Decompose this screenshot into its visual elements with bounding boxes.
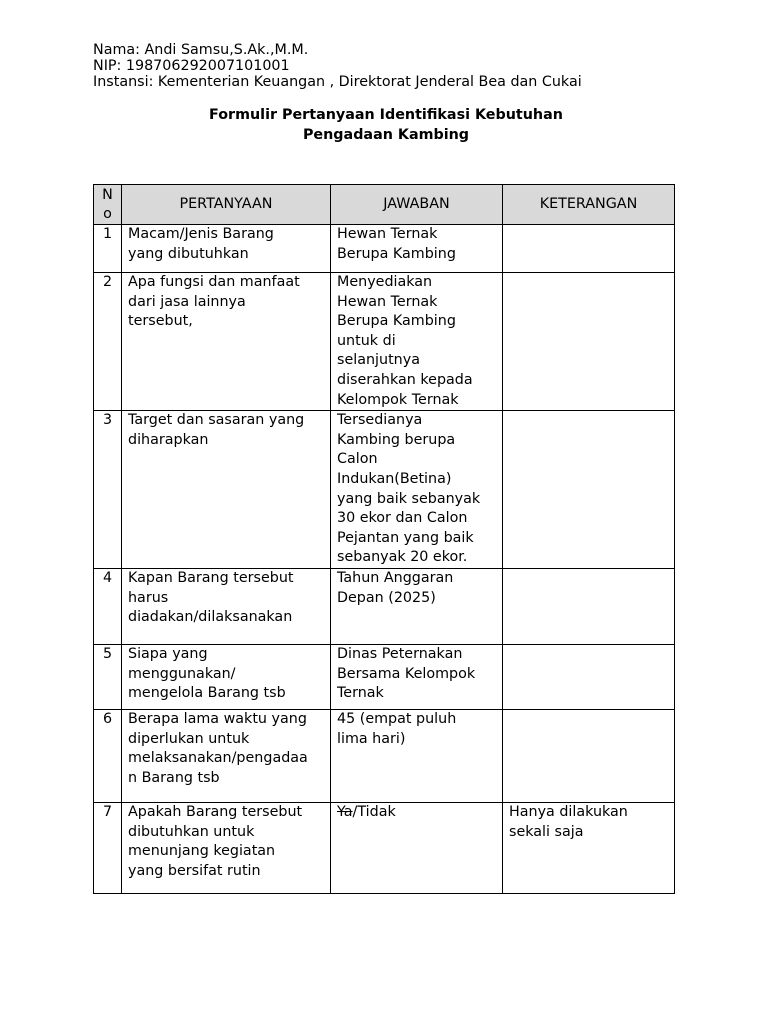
- table-row: [94, 802, 675, 893]
- header-jawaban: JAWABAN: [331, 185, 503, 225]
- institution-line: Instansi: Kementerian Keuangan , Direktorat Jenderal Bea dan Cukai: [93, 74, 582, 90]
- table-row: [94, 273, 675, 411]
- answer-cell: Dinas Peternakan Bersama Kelompok Ternak: [331, 644, 503, 709]
- note-cell: [503, 644, 675, 709]
- table-row: [94, 225, 675, 273]
- form-title-line-2: Pengadaan Kambing: [302, 127, 470, 143]
- note-cell: [503, 568, 675, 644]
- answer-cell: Tahun Anggaran Depan (2025): [331, 568, 503, 644]
- row-number: 4: [94, 568, 122, 644]
- table-row: [94, 644, 675, 709]
- note-cell: Hanya dilakukan sekali saja: [503, 802, 675, 893]
- row-number: 5: [94, 644, 122, 709]
- selected-option: /Tidak: [352, 803, 396, 820]
- row-number: 3: [94, 411, 122, 569]
- row-number: 7: [94, 802, 122, 893]
- answer-cell: Menyediakan Hewan Ternak Berupa Kambing untuk di selanjutnya diserahkan kepada Kelompok Ternak: [331, 273, 503, 411]
- row-number: 6: [94, 709, 122, 802]
- row-number: 1: [94, 225, 122, 273]
- note-cell: [503, 273, 675, 411]
- table-row: [94, 411, 675, 569]
- name-line: Nama: Andi Samsu,S.Ak.,M.M.: [93, 42, 309, 58]
- answer-cell: Tersedianya Kambing berupa Calon Indukan(Betina) yang baik sebanyak 30 ekor dan Calon Pejantan yang baik sebanyak 20 ekor.: [331, 411, 503, 569]
- note-cell: [503, 225, 675, 273]
- question-cell: Apakah Barang tersebut dibutuhkan untuk menunjang kegiatan yang bersifat rutin: [122, 802, 331, 893]
- question-table: [93, 184, 675, 894]
- answer-cell: Hewan Ternak Berupa Kambing: [331, 225, 503, 273]
- struck-option: Ya: [337, 803, 353, 820]
- answer-cell: 45 (empat puluh lima hari): [331, 709, 503, 802]
- row-number: 2: [94, 273, 122, 411]
- table-row: [94, 568, 675, 644]
- table-row: [94, 709, 675, 802]
- question-cell: Apa fungsi dan manfaat dari jasa lainnya tersebut,: [122, 273, 331, 411]
- header-pertanyaan: PERTANYAAN: [122, 185, 331, 225]
- respondent-info: [93, 42, 582, 90]
- note-cell: [503, 709, 675, 802]
- form-title: [0, 105, 768, 145]
- question-cell: Macam/Jenis Barang yang dibutuhkan: [122, 225, 331, 273]
- question-cell: Kapan Barang tersebut harus diadakan/dilaksanakan: [122, 568, 331, 644]
- header-keterangan: KETERANGAN: [503, 185, 675, 225]
- form-title-line-1: Formulir Pertanyaan Identifikasi Kebutuhan: [209, 107, 563, 123]
- table-header-row: [94, 185, 675, 225]
- question-cell: Target dan sasaran yang diharapkan: [122, 411, 331, 569]
- question-cell: Berapa lama waktu yang diperlukan untuk melaksanakan/pengadaa n Barang tsb: [122, 709, 331, 802]
- header-no: N o: [94, 185, 122, 225]
- note-cell: [503, 411, 675, 569]
- nip-line: NIP: 198706292007101001: [93, 58, 290, 74]
- answer-cell: [331, 802, 503, 893]
- question-cell: Siapa yang menggunakan/ mengelola Barang tsb: [122, 644, 331, 709]
